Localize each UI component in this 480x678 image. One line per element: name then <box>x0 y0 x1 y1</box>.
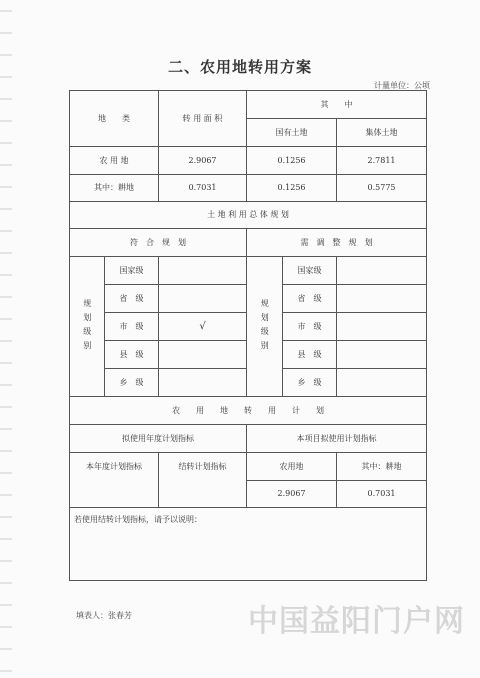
adjust-plan-heading: 需 调 整 规 划 <box>300 237 373 247</box>
carryover-label: 结转计划指标 <box>178 461 227 471</box>
row-farmland-state: 0.1256 <box>277 155 306 165</box>
header-collective-land: 集体土地 <box>365 127 398 137</box>
of-which-cultivated-label: 其中：耕地 <box>361 461 402 471</box>
adjust-level-township: 乡 级 <box>297 377 322 387</box>
project-indicator-heading: 本项目拟使用计划指标 <box>296 433 377 443</box>
row-farmland-collective: 2.7811 <box>367 155 396 165</box>
binding-holes <box>0 0 12 678</box>
adjust-level-province: 省 级 <box>297 293 322 303</box>
unit-label: 计量单位：公顷 <box>374 81 430 90</box>
header-area: 转 用 面 积 <box>182 113 223 123</box>
row-cultivated-state: 0.1256 <box>277 183 306 193</box>
header-state-land: 国有土地 <box>275 127 308 137</box>
adjust-level-label: 规划级别 <box>260 298 270 355</box>
conform-mark-national <box>159 257 246 284</box>
conform-level-township: 乡 级 <box>119 377 144 387</box>
site-watermark: 中国益阳门户网 <box>248 604 465 639</box>
conversion-plan-title: 农 用 地 转 用 计 划 <box>172 405 324 415</box>
cultivated-value: 0.7031 <box>367 489 396 499</box>
adjust-level-county: 县 级 <box>297 349 322 359</box>
conform-plan-heading: 符 合 规 划 <box>130 237 186 247</box>
header-among: 其 中 <box>320 99 353 109</box>
conform-level-province: 省 级 <box>119 293 144 303</box>
carryover-note: 若使用结转计划指标，请予以说明： <box>74 515 202 524</box>
row-farmland-label: 农 用 地 <box>99 155 129 165</box>
annual-indicator-heading: 拟使用年度计划指标 <box>122 433 194 443</box>
overall-plan-title: 土 地 利 用 总 体 规 划 <box>207 210 289 220</box>
adjust-level-city: 市 级 <box>297 321 322 331</box>
farm-land-value: 2.9067 <box>277 489 306 499</box>
conform-mark-city-checkmark: √ <box>199 320 206 332</box>
conform-mark-township <box>159 369 246 396</box>
row-cultivated-label: 其中：耕地 <box>94 183 134 193</box>
conform-level-city: 市 级 <box>119 321 144 331</box>
page-title: 二、农用地转用方案 <box>167 58 312 76</box>
row-cultivated-collective: 0.5775 <box>367 183 396 193</box>
adjust-level-national: 国家级 <box>297 265 322 275</box>
conform-mark-county <box>159 341 246 368</box>
conform-level-national: 国家级 <box>119 265 144 275</box>
annual-plan-label: 本年度计划指标 <box>86 461 142 471</box>
row-cultivated-area: 0.7031 <box>188 183 217 193</box>
row-farmland-area: 2.9067 <box>188 155 217 165</box>
farm-land-label: 农用地 <box>279 461 304 471</box>
conform-level-label: 规划级别 <box>82 298 92 355</box>
conform-level-county: 县 级 <box>119 349 144 359</box>
form-filler: 填表人：张春芳 <box>76 611 132 620</box>
header-category: 地 类 <box>98 113 130 123</box>
conform-mark-province <box>159 285 246 312</box>
